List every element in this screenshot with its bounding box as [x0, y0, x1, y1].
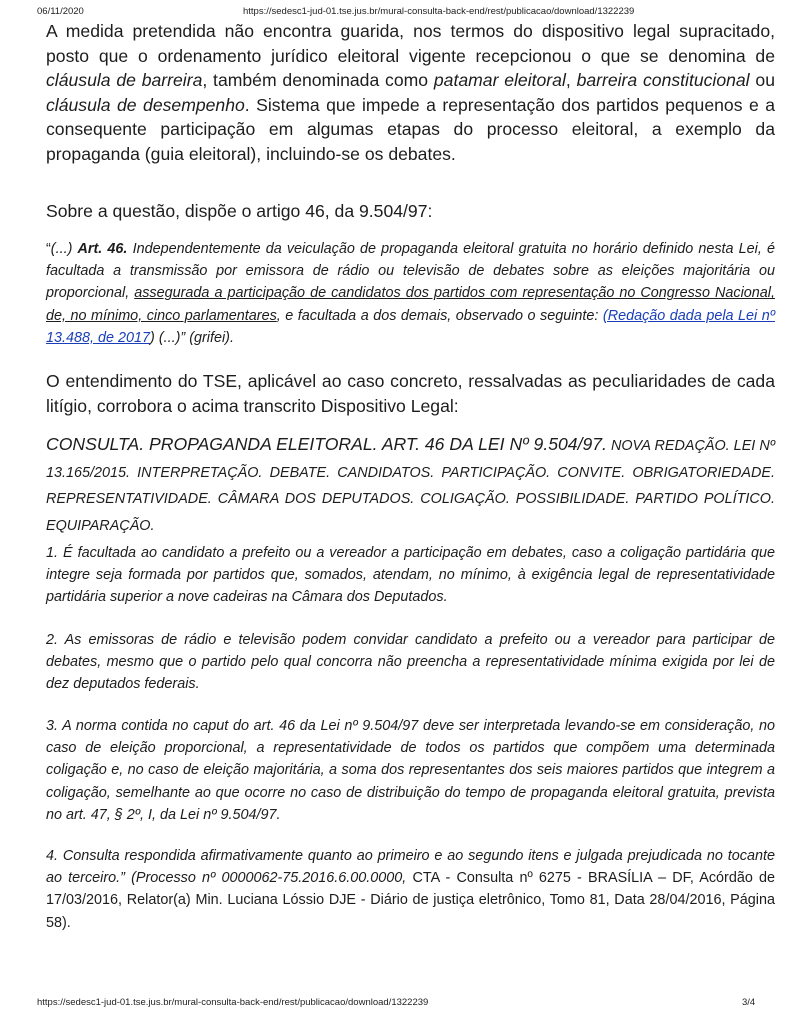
print-url: https://sedesc1-jud-01.tse.jus.br/mural-consulta-back-end/rest/publicacao/download/1322239 — [243, 6, 635, 17]
paragraph-entendimento-tse: O entendimento do TSE, aplicável ao caso concreto, ressalvadas as peculiaridades de cada litígio, corrobora o acima transcrito Dispositivo Legal: — [46, 371, 775, 416]
paragraph-clausula-barreira: A medida pretendida não encontra guarida, nos termos do dispositivo legal supracitado, posto que o ordenamento jurídico eleitoral vigente recepcionou o que se denomina de cláusula de barreira, também denominada como patamar eleitoral, barreira constitucional ou cláusula de desempenho. Sistema que impede a representação dos partidos pequenos e a consequente participação em algumas etapas do processo eleitoral, a exemplo da propaganda (guia eleitoral), incluindo-se os debates. — [46, 21, 775, 164]
underlined-excerpt: assegurada a participação de candidatos dos partidos com representação no Congresso Nacional, de, no mínimo, cinco parlamentares — [46, 285, 775, 324]
ementa-item-2: 2. As emissoras de rádio e televisão podem convidar candidato a prefeito ou a vereador para participar de debates, mesmo que o partido pelo qual concorra não preencha a representatividade mínima exigida por lei de dez deputados federais. — [46, 632, 775, 693]
print-date: 06/11/2020 — [37, 6, 84, 17]
ementa-item-3: 3. A norma contida no caput do art. 46 da Lei nº 9.504/97 deve ser interpretada levando-se em consideração, no caso de eleição proporcional, a representatividade de todos os partidos que compõem uma determinada coligação e, no caso de eleição majoritária, a soma dos representantes dos seis maiores partidos que integrem a coligação, semelhante ao que ocorre no caso de distribuição do tempo de propaganda eleitoral gratuita, prevista no art. 47, § 2º, I, da Lei nº 9.504/97. — [46, 718, 775, 823]
lei-13488-link[interactable]: (Redação dada pela Lei nº 13.488, de 2017 — [46, 307, 775, 346]
ementa-consulta: CONSULTA. PROPAGANDA ELEITORAL. ART. 46 DA LEI Nº 9.504/97. NOVA REDAÇÃO. LEI Nº 13.165/2015. INTERPRETAÇÃO. DEBATE. CANDIDATOS. PARTICIPAÇÃO. CONVITE. OBRIGATORIEDADE. REPRESENTATIVIDADE. CÂMARA DOS DEPUTADOS. COLIGAÇÃO. POSSIBILIDADE. PARTIDO POLÍTICO. EQUIPARAÇÃO. — [46, 434, 775, 534]
ementa-item-4: 4. Consulta respondida afirmativamente quanto ao primeiro e ao segundo itens e julgada prejudicada no tocante ao terceiro.” (Processo nº 0000062-75.2016.6.00.0000, CTA - Consulta nº 6275 - BRASÍLIA – DF, Acórdão de 17/03/2016, Relator(a) Min. Luciana Lóssio DJE - Diário de justiça eletrônico, Tomo 81, Data 28/04/2016, Página 58). — [46, 848, 775, 931]
citation-art-46: “(...) Art. 46. Independentemente da veiculação de propaganda eleitoral gratuita no horário definido nesta Lei, é facultada a transmissão por emissora de rádio ou televisão de debates sobre as eleições majoritária ou proporcional, assegurada a participação de candidatos dos partidos com representação no Congresso Nacional, de, no mínimo, cinco parlamentares, e facultada a dos demais, observado o seguinte: (Redação dada pela Lei nº 13.488, de 2017) (...)” (grifei). — [46, 241, 775, 346]
ementa-item-1: 1. É facultada ao candidato a prefeito ou a vereador a participação em debates, caso a coligação partidária que integre seja formada por partidos que, somados, atendam, no mínimo, à exigência legal de representatividade partidária superior a nove cadeiras na Câmara dos Deputados. — [46, 545, 775, 606]
footer-url: https://sedesc1-jud-01.tse.jus.br/mural-consulta-back-end/rest/publicacao/download/1322239 — [37, 997, 429, 1008]
page-number: 3/4 — [742, 997, 756, 1008]
paragraph-artigo-46-intro: Sobre a questão, dispõe o artigo 46, da 9.504/97: — [46, 201, 433, 221]
